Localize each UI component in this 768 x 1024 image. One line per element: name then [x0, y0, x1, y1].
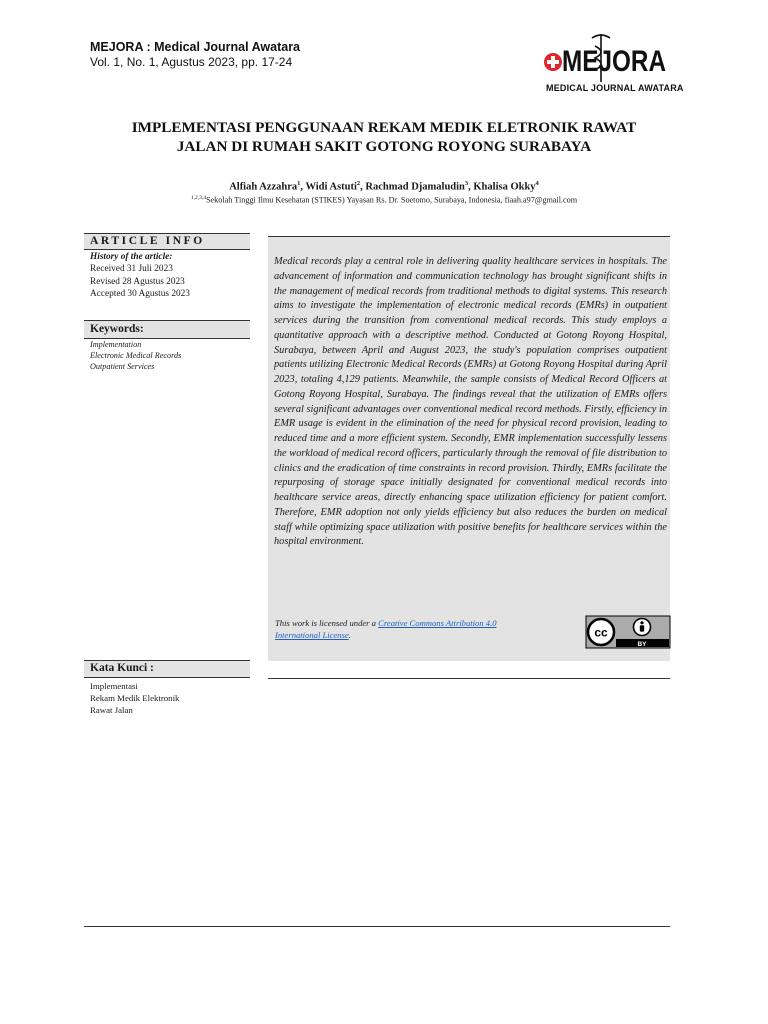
author-affiliation-marker: 2: [356, 180, 361, 187]
kata-kunci-item: Rawat Jalan: [90, 704, 133, 715]
license-link-line-1: Creative Commons Attribution 4.0: [378, 618, 497, 628]
affiliation: [60, 195, 708, 205]
author-name: Khalisa Okky: [473, 181, 536, 193]
logo-wordmark: MEJORA: [562, 45, 666, 78]
kata-kunci-item: Rekam Medik Elektronik: [90, 692, 180, 703]
medical-cross-icon: [544, 53, 562, 71]
keyword-item: Implementation: [90, 340, 142, 349]
author-affiliation-marker: 3: [464, 180, 469, 187]
affiliation-marker: 1,2,3,4: [190, 195, 206, 201]
keywords-heading: Keywords:: [84, 320, 250, 339]
page-bottom-rule: [84, 926, 670, 927]
keywords-list: [90, 340, 181, 372]
license-suffix: .: [348, 629, 351, 640]
history-title: History of the article:: [90, 252, 173, 262]
paper-title-line-2: JALAN DI RUMAH SAKIT GOTONG ROYONG SURABAYA: [176, 138, 592, 155]
abstract-bottom-rule: [268, 678, 670, 679]
author-list: [60, 180, 708, 193]
author-separator: ,: [468, 181, 474, 193]
article-info-heading: ARTICLE INFO: [84, 233, 250, 250]
license-prefix: This work is licensed under a: [275, 618, 379, 628]
received-date: Received 31 Juli 2023: [90, 264, 173, 275]
creative-commons-icon: [588, 619, 614, 645]
author-separator: ,: [360, 181, 366, 193]
author-name: Widi Astuti: [305, 181, 357, 193]
kata-kunci-heading: Kata Kunci :: [84, 660, 250, 678]
kata-kunci-list: [90, 681, 179, 716]
logo-subtitle: MEDICAL JOURNAL AWATARA: [546, 83, 684, 93]
attribution-person-icon: [634, 619, 651, 636]
author-name: Rachmad Djamaludin: [365, 181, 465, 193]
keyword-item: Outpatient Services: [90, 361, 155, 371]
revised-date: Revised 28 Agustus 2023: [90, 276, 185, 287]
keyword-item: Electronic Medical Records: [90, 350, 182, 360]
journal-volume-info: Vol. 1, No. 1, Agustus 2023, pp. 17-24: [90, 55, 293, 69]
affiliation-text: Sekolah Tinggi Ilmu Kesehatan (STIKES) Yayasan Rs. Dr. Soetomo, Surabaya, Indonesia, fiaah.a97@gmail.com: [205, 195, 578, 205]
svg-text:cc: cc: [594, 625, 608, 640]
paper-title: [60, 118, 708, 156]
license-notice: [275, 618, 575, 642]
license-link-line-2: International License: [275, 629, 349, 640]
author-affiliation-marker: 1: [297, 180, 301, 187]
abstract-text: Medical records play a central role in delivering quality healthcare services in hospitals. The advancement of information and communication technology has brought significant shifts in the management of medical records from traditional methods to digital systems. This research aims to investigate the implementation of electronic medical records (EMRs) in outpatient services during the transition from conventional medical records. This study employs a quantitative approach with a descriptive method. Conducted at Gotong Royong Hospital, Surabaya, between April and August 2023, the study's population comprises outpatient patients utilizing Electronic Medical Records (EMRs) at Gotong Royong Hospital during April 2023, totaling 4,129 patients. Meanwhile, the sample consists of Medical Record Officers at Gotong Royong Hospital, Surabaya. The findings reveal that the utilization of EMRs offers several significant advantages over conventional medical record methods. Firstly, efficiency in EMR usage is evident in the elimination of the need for physical record provision, leading to reduced time and a more efficient system. Secondly, EMR implementation successfully lessens the workload of medical record officers, particularly through the removal of file distribution to clinics and the eradication of time constraints in record provision. Thirdly, EMRs facilitate the repurposing of storage space initially designated for conventional medical records into healthcare service areas, directly enhancing space utilization efficiency for patient comfort. Therefore, EMR adoption not only yields efficiency but also reduces the burden on medical staff while optimizing space utilization with positive benefits for healthcare services within the hospital environment.: [274, 256, 667, 548]
cc-by-badge[interactable]: [586, 616, 670, 648]
accepted-date: Accepted 30 Agustus 2023: [90, 288, 190, 299]
paper-title-line-1: IMPLEMENTASI PENGGUNAAN REKAM MEDIK ELETRONIK RAWAT: [131, 119, 637, 136]
author-name: Alfiah Azzahra: [229, 181, 298, 193]
article-history: [90, 251, 190, 300]
author-separator: ,: [300, 181, 306, 193]
kata-kunci-item: Implementasi: [90, 681, 138, 691]
author-affiliation-marker: 4: [535, 180, 539, 187]
journal-name: MEJORA : Medical Journal Awatara: [90, 40, 301, 54]
cc-badge-label: BY: [637, 641, 647, 648]
